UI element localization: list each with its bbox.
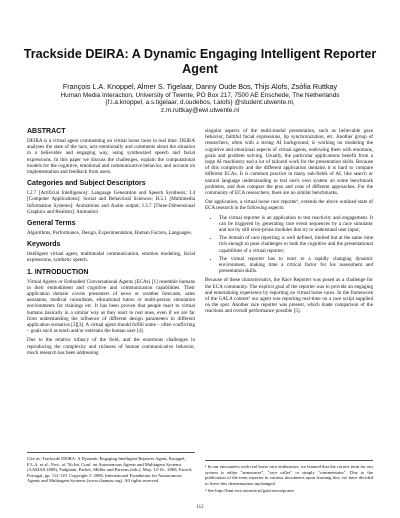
introduction-heading: 1. INTRODUCTION <box>27 268 89 276</box>
general-terms-heading: General Terms <box>27 220 76 228</box>
affiliation: Human Media Interaction, University of Twente, PO Box 217, 7500 AE Enschede, The Netherlands <box>60 91 340 99</box>
footnote-1: ¹ In our encounters with real horse race enthusiasts, we learned that the correct term for our system is either "announcer", "race caller" or simply "commentator". Due to the publication of the term reporter in various documents upon learning this, we have decided to leave this denomination unchanged. <box>205 464 373 486</box>
page-number: 112 <box>196 505 204 510</box>
body-paragraph-3: Because of these characteristics, the Race Reporter was posed as a challenge for the ECA community. The explicit goal of the reporter was to provide an engaging and entertaining experience by reporting on virtual horse races. In the framework of the GALA contest² our agent was reporting real-time on a race script supplied on the spot. Another race reporter was present, which made comparison of the reactions and overall performance possible [5]. <box>205 277 373 315</box>
left-column <box>27 128 195 359</box>
general-terms-text: Algorithms, Performance, Design, Experimentation, Human Factors, Languages. <box>27 230 192 237</box>
list-item: • The domain of race reporting is well defined, limited but at the same time rich enough to pose challenges to both the cognitive and the presentational capabilities of a virtual reporter; <box>219 235 373 254</box>
author-block <box>20 83 380 115</box>
list-item: • The virtual reporter is an application to test reactivity and engagement. It can be triggered by generating race event sequences by a race simulator and not by still error-prone modules that try to understand user input; <box>219 215 373 234</box>
introduction-paragraph-1: Virtual Agents or Embodied Conversational Agents (ECAs) [1] resemble humans in their embodiment and cognitive and communication capabilities. Their application domain covers presenters of news or weather forecasts, sales assistants, medical consultants, educational tutors or multi-person simulation environments for trainings etc. It has been proven that people react to virtual humans basically in a similar way as they react to real ones, even if we are far from understanding the influence of different design parameters in different application scenarios [2][3]. A virtual agent should fulfill some – often conflicting – goals such as teach and/or entertain the human user [4]. <box>27 278 195 335</box>
introduction-paragraph-2: Due to the relative infancy of the field, and the enormous challenges in reproducing the complexity and richness of human communicative behavior, much research has been addressing <box>27 337 195 356</box>
aspects-list <box>205 215 373 275</box>
author-emails: {f.l.a.knoppel, a.s.tigelaar, d.oudebos, t.alofs} @student.utwente.nl, <box>105 99 295 107</box>
abstract-heading: ABSTRACT <box>27 128 66 135</box>
permission-block: Cite as: Trackside DEIRA: A Dynamic Engaging Intelligent Reporter Agent, Knoppel, F.L.A. et al., Proc. of 7th Int. Conf. on Autonomous Agents and Multiagent Systems (AAMAS 2008), Padgham, Parkes, Müller and Parsons (eds.), May, 12-16., 2008, Estoril, Portugal, pp. 112-119. Copyright © 2008, International Foundation for Autonomous Agents and Multiagent Systems (www.ifaamas.org). All rights reserved. <box>27 452 195 484</box>
footnote-2: ² See http://hmi.ewi.utwente.nl/gala/racereporter <box>205 488 295 493</box>
right-column <box>205 128 373 318</box>
author-names: François L.A. Knoppel, Almer S. Tigelaar, Danny Oude Bos, Thijs Alofs, Zsófia Ruttkay <box>62 82 338 91</box>
list-item: • The virtual reporter has to react to a rapidly changing dynamic environment, making time a critical factor for his assessment and presentation skills. <box>219 256 373 275</box>
categories-heading: Categories and Subject Descriptors <box>27 180 146 188</box>
footnotes <box>205 460 373 496</box>
keywords-heading: Keywords <box>27 241 61 249</box>
categories-text: I.2.7 [Artificial Intelligence]: Language Generation and Speech Synthesis; J.4 [Computer Applications]: Social and Behavioral Sciences; H.5.1 [Multimedia Information Systems]: Animations and Audio output; I.3.7 [Three-Dimensional Graphics and Realism]: Animation <box>27 190 195 215</box>
body-paragraph-1: singular aspects of the multi-modal presentation, such as believable gaze behavior, faithful facial expressions, lip synchronization, etc. Another group of researchers, often with a strong AI background, is working on modeling the cognitive and emotional aspects of virtual agents, endowing them with emotions, goals and problem solving. Usually, the particular applications benefit from a large AI machinery and a lot of tailored work for the presentation skills. Because of this complexity and the different application domains it is hard to compare different ECAs. It is common practice in many sub-fields of AI, like search or natural language understanding to test one's own system on some benchmark problems, and thus compare the pros and cons of different approaches. For the community of ECA researchers, there are no similar benchmarks. <box>205 128 373 197</box>
abstract-text: DEIRA is a virtual agent commenting on virtual horse races in real time. DEIRA analyses the state of the race, acts emotionally and comments about the situation in a believable and engaging way, using synthesized speech and facial expressions. In this paper we discuss the challenges, explain the computational models for the cognitive, emotional and communicative behavior, and account on implementation and feedback from users. <box>27 138 195 176</box>
author-email-2: z.m.ruttkay@ewi.utwente.nl <box>160 107 240 114</box>
keywords-text: Intelligent virtual agent, multimodal communication, emotion modeling, facial expressions, synthetic speech. <box>27 251 195 264</box>
body-paragraph-2: Our application, a virtual horse race reporter¹, extends the above outlined state of ECA research in the following aspects: <box>205 199 373 212</box>
paper-title: Trackside DEIRA: A Dynamic Engaging Intelligent Reporter Agent <box>23 47 377 76</box>
